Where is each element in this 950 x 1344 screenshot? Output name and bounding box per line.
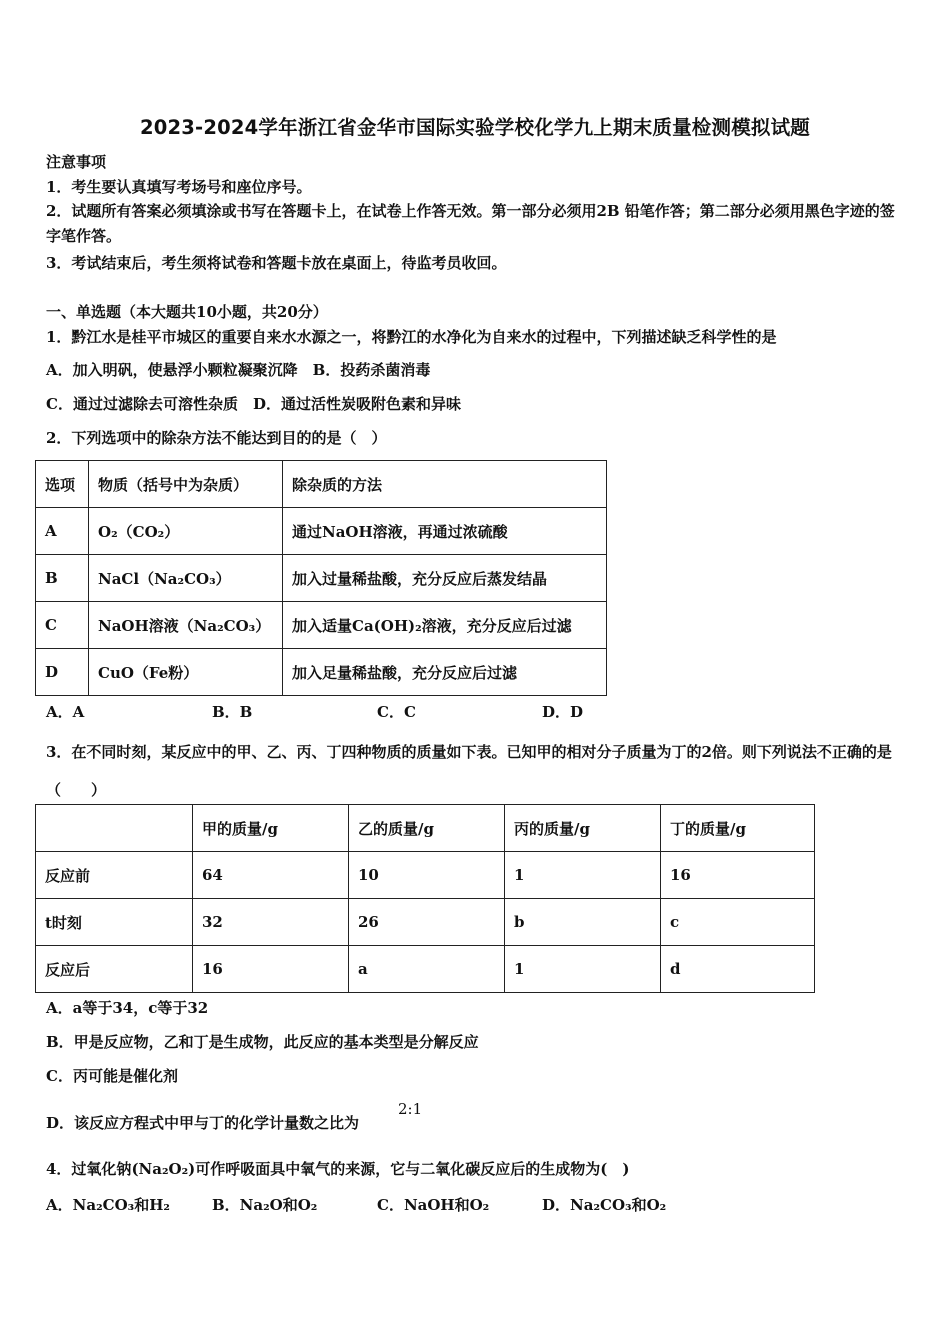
q4-option-d: D．Na₂CO₃和O₂: [542, 1196, 667, 1214]
notice-item-3: 3．考试结束后，考生须将试卷和答题卡放在桌面上，待监考员收回。: [46, 254, 507, 272]
table-cell: NaCl（Na₂CO₃）: [89, 555, 283, 602]
table-cell: t时刻: [36, 899, 193, 946]
table-cell: a: [349, 946, 505, 993]
notice-item-1: 1．考生要认真填写考场号和座位序号。: [46, 178, 312, 196]
table-cell: A: [36, 508, 89, 555]
q4-option-c: C．NaOH和O₂: [377, 1196, 490, 1214]
q3-ratio: 2:1: [398, 1100, 423, 1118]
table-row: [36, 508, 607, 555]
q3-option-a: A．a等于34，c等于32: [46, 999, 209, 1017]
table-header-cell: 丙的质量/g: [505, 805, 661, 852]
table-cell: 通过NaOH溶液，再通过浓硫酸: [283, 508, 607, 555]
table-header-row: [36, 461, 607, 508]
table-cell: B: [36, 555, 89, 602]
table-header-row: [36, 805, 815, 852]
table-cell: 16: [193, 946, 349, 993]
table-cell: 1: [505, 946, 661, 993]
q4-stem: 4．过氧化钠(Na₂O₂)可作呼吸面具中氧气的来源，它与二氧化碳反应后的生成物为( ): [46, 1160, 630, 1178]
table-cell: 反应前: [36, 852, 193, 899]
q3-option-d: D．该反应方程式中甲与丁的化学计量数之比为: [46, 1114, 360, 1132]
q2-answer-b: B．B: [212, 703, 253, 721]
table-cell: D: [36, 649, 89, 696]
q1-options-cd: C．通过过滤除去可溶性杂质 D．通过活性炭吸附色素和异味: [46, 395, 461, 413]
table-header-cell: 乙的质量/g: [349, 805, 505, 852]
table-cell: 加入过量稀盐酸，充分反应后蒸发结晶: [283, 555, 607, 602]
table-cell: 1: [505, 852, 661, 899]
table-cell: c: [661, 899, 815, 946]
q3-option-b: B．甲是反应物，乙和丁是生成物，此反应的基本类型是分解反应: [46, 1033, 479, 1051]
table-cell: C: [36, 602, 89, 649]
table-header-cell: [36, 805, 193, 852]
table-row: [36, 555, 607, 602]
section-heading: 一、单选题（本大题共10小题，共20分）: [46, 303, 328, 321]
q4-option-b: B．Na₂O和O₂: [212, 1196, 318, 1214]
q2-answer-d: D．D: [542, 703, 584, 721]
q2-answer-a: A．A: [46, 703, 85, 721]
table-cell: 32: [193, 899, 349, 946]
table-cell: NaOH溶液（Na₂CO₃）: [89, 602, 283, 649]
table-cell: b: [505, 899, 661, 946]
table-row: [36, 946, 815, 993]
table-cell: 加入适量Ca(OH)₂溶液，充分反应后过滤: [283, 602, 607, 649]
table-cell: O₂（CO₂）: [89, 508, 283, 555]
q1-options-ab: A．加入明矾，使悬浮小颗粒凝聚沉降 B．投药杀菌消毒: [46, 361, 431, 379]
q4-option-a: A．Na₂CO₃和H₂: [46, 1196, 170, 1214]
q3-table: [35, 804, 815, 993]
table-row: [36, 852, 815, 899]
table-header-cell: 选项: [36, 461, 89, 508]
table-row: [36, 899, 815, 946]
notice-item-2: 2．试题所有答案必须填涂或书写在答题卡上，在试卷上作答无效。第一部分必须用2B 铅笔作答；第二部分必须用黑色字迹的签字笔作答。: [46, 202, 895, 245]
table-header-cell: 丁的质量/g: [661, 805, 815, 852]
table-cell: 64: [193, 852, 349, 899]
table-cell: 16: [661, 852, 815, 899]
table-row: [36, 649, 607, 696]
q3-stem: 3．在不同时刻，某反应中的甲、乙、丙、丁四种物质的质量如下表。已知甲的相对分子质量为丁的2倍。则下列说法不正确的是（ ）: [46, 743, 892, 799]
table-cell: 10: [349, 852, 505, 899]
table-row: [36, 602, 607, 649]
table-cell: 加入足量稀盐酸，充分反应后过滤: [283, 649, 607, 696]
notice-heading: 注意事项: [46, 153, 107, 171]
q2-stem: 2．下列选项中的除杂方法不能达到目的的是（ ）: [46, 429, 387, 447]
q1-stem: 1．黔江水是桂平市城区的重要自来水水源之一，将黔江的水净化为自来水的过程中，下列描述缺乏科学性的是: [46, 328, 777, 346]
table-header-cell: 除杂质的方法: [283, 461, 607, 508]
table-cell: CuO（Fe粉）: [89, 649, 283, 696]
table-cell: d: [661, 946, 815, 993]
table-header-cell: 甲的质量/g: [193, 805, 349, 852]
q2-table: [35, 460, 607, 696]
table-header-cell: 物质（括号中为杂质）: [89, 461, 283, 508]
table-cell: 反应后: [36, 946, 193, 993]
table-cell: 26: [349, 899, 505, 946]
page-title: 2023-2024学年浙江省金华市国际实验学校化学九上期末质量检测模拟试题: [139, 116, 811, 139]
q2-answer-c: C．C: [377, 703, 416, 721]
q3-option-c: C．丙可能是催化剂: [46, 1067, 178, 1085]
